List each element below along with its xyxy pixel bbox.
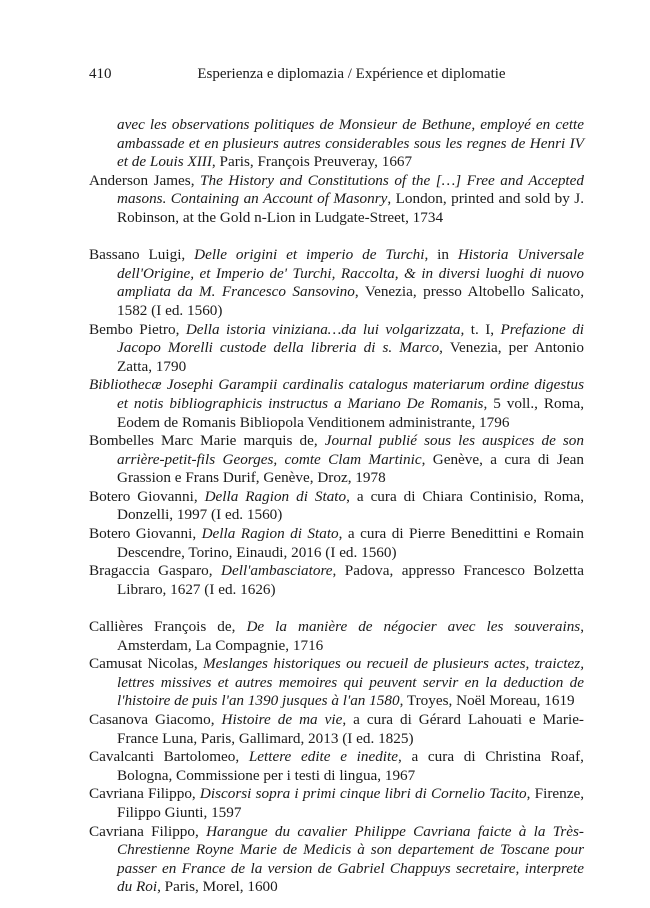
entry-title-text: Journal publié sous les auspices de son arrière-petit-fils Georges, comte Clam Martinic — [117, 432, 584, 468]
entry-text: Casanova Giacomo, — [89, 711, 222, 728]
page-number: 410 — [89, 66, 112, 82]
entry-text: Bembo Pietro, — [89, 320, 186, 338]
entry-text: Anderson James, — [89, 171, 201, 189]
entry-title-text: Della Ragion di Stato — [204, 487, 347, 505]
bibliography-entry — [89, 525, 584, 562]
entry-title-text: Dell'ambasciatore — [221, 562, 333, 580]
entry-text: Bassano Luigi, — [89, 246, 195, 264]
entry-text: Cavriana Filippo, — [89, 822, 207, 840]
bibliography-entry — [89, 748, 584, 785]
bibliography-entry — [89, 785, 584, 822]
entry-text: , Genève, a cura di Jean Grassion e Frans Durif, Genève, Droz, 1978 — [117, 450, 584, 487]
entry-text: , Amsterdam, La Compagnie, 1716 — [117, 618, 584, 654]
entry-text: Botero Giovanni, — [89, 525, 202, 543]
entry-text: Botero Giovanni, — [89, 487, 205, 505]
entry-text: , a cura di Chiara Continisio, Roma, Donzelli, 1997 (I ed. 1560) — [117, 487, 584, 524]
entry-text: Cavalcanti Bartolomeo, — [89, 748, 249, 766]
bibliography-entry — [89, 562, 584, 599]
entry-text: , Paris, François Preuveray, 1667 — [211, 153, 413, 171]
bibliography-list — [89, 116, 584, 897]
running-title: Esperienza e diplomazia / Expérience et diplomatie — [197, 66, 506, 82]
entry-text: Bombelles Marc Marie marquis de, — [89, 432, 325, 450]
entry-text: , in — [424, 246, 458, 264]
bibliography-entry — [89, 376, 584, 432]
entry-text: , a cura di Pierre Benedittini e Romain Descendre, Torino, Einaudi, 2016 (I ed. 1560) — [117, 525, 584, 561]
entry-text: , Firenze, Filippo Giunti, 1597 — [117, 785, 584, 821]
alphabetical-group-separator — [89, 228, 584, 247]
bibliography-entry — [89, 488, 584, 525]
entry-title-text: Della istoria viniziana…da lui volgarizzata, — [185, 320, 465, 338]
bibliography-entry — [89, 618, 584, 655]
entry-title-text: Meslanges historiques ou recueil de plusieurs actes, traictez, lettres missives et autres memoires qui peuvent servir en la deduction de l'histoire de puis l'an 1390 jusques à l'an 1580 — [117, 655, 584, 710]
entry-text: , Troyes, Noël Moreau, 1619 — [399, 692, 575, 710]
entry-title-text: Bibliothecæ Josephi Garampii cardinalis catalogus materiarum ordine digestus et notis bibliographicis instructus a Mariano De Romanis — [89, 376, 584, 412]
entry-text: , a cura di Gérard Lahouati e Marie-France Luna, Paris, Gallimard, 2013 (I ed. 1825) — [117, 711, 584, 747]
entry-text: , 5 voll., Roma, Eodem de Romanis Bibliopola Venditionem administrante, 1796 — [117, 394, 584, 431]
bibliography-entry — [89, 655, 584, 711]
entry-title-text: Histoire de ma vie — [221, 711, 343, 728]
entry-title-text: Discorsi sopra i primi cinque libri di Cornelio Tacito — [199, 785, 527, 803]
entry-text: , Paris, Morel, 1600 — [157, 878, 278, 896]
bibliography-entry — [89, 246, 584, 320]
entry-title-text: Harangue du cavalier Philippe Cavriana faicte à la Très-Chrestienne Royne Marie de Medicis à son departement de Toscane pour passer en France de la version de Gabriel Chappuys secretaire, interprete du Roi — [117, 822, 584, 896]
entry-title-text: Lettere edite e inedite — [248, 748, 398, 766]
running-header — [89, 64, 584, 84]
entry-title-text: avec les observations politiques de Monsieur de Bethune, employé en cette ambassade et en plusieurs autres considerables sous les regnes de Henri IV et de Louis XIII — [117, 116, 584, 171]
entry-text: Camusat Nicolas, — [89, 655, 204, 673]
bibliography-entry — [89, 711, 584, 748]
entry-title-text: Historia Universale dell'Origine, et Imperio de' Turchi, Raccolta, & in diversi luoghi di nuovo ampliata da M. Francesco Sansovino — [117, 246, 584, 301]
alphabetical-group-separator — [89, 599, 584, 618]
entry-title-text: The History and Constitutions of the […] Free and Accepted masons. Containing an Account of Masonry — [117, 171, 584, 208]
bibliography-entry — [89, 172, 584, 228]
entry-text: , Padova, appresso Francesco Bolzetta Libraro, 1627 (I ed. 1626) — [117, 562, 584, 598]
entry-text: , London, printed and sold by J. Robinson, at the Gold n-Lion in Ludgate-Street, 1734 — [117, 190, 585, 226]
entry-text: Callières François de, — [89, 618, 247, 636]
entry-text: Cavriana Filippo, — [89, 785, 200, 803]
entry-text: Bragaccia Gasparo, — [89, 562, 222, 580]
entry-title-text: Prefazione di Jacopo Morelli custode della libreria di s. Marco — [117, 320, 585, 357]
entry-text: , a cura di Christina Roaf, Bologna, Commissione per i testi di lingua, 1967 — [117, 748, 584, 784]
bibliography-entry — [89, 321, 584, 377]
bibliography-entry-continuation — [89, 116, 584, 172]
entry-title-text: Delle origini et imperio de Turchi — [194, 246, 425, 264]
entry-text: t. I, — [464, 320, 501, 338]
entry-text: , Venezia, presso Altobello Salicato, 1582 (I ed. 1560) — [117, 283, 584, 319]
bibliography-entry — [89, 432, 584, 488]
entry-title-text: De la manière de négocier avec les souverains — [246, 618, 581, 636]
entry-text: , Venezia, per Antonio Zatta, 1790 — [117, 339, 584, 375]
entry-title-text: Della Ragion di Stato — [201, 525, 339, 543]
bibliography-entry — [89, 823, 584, 897]
